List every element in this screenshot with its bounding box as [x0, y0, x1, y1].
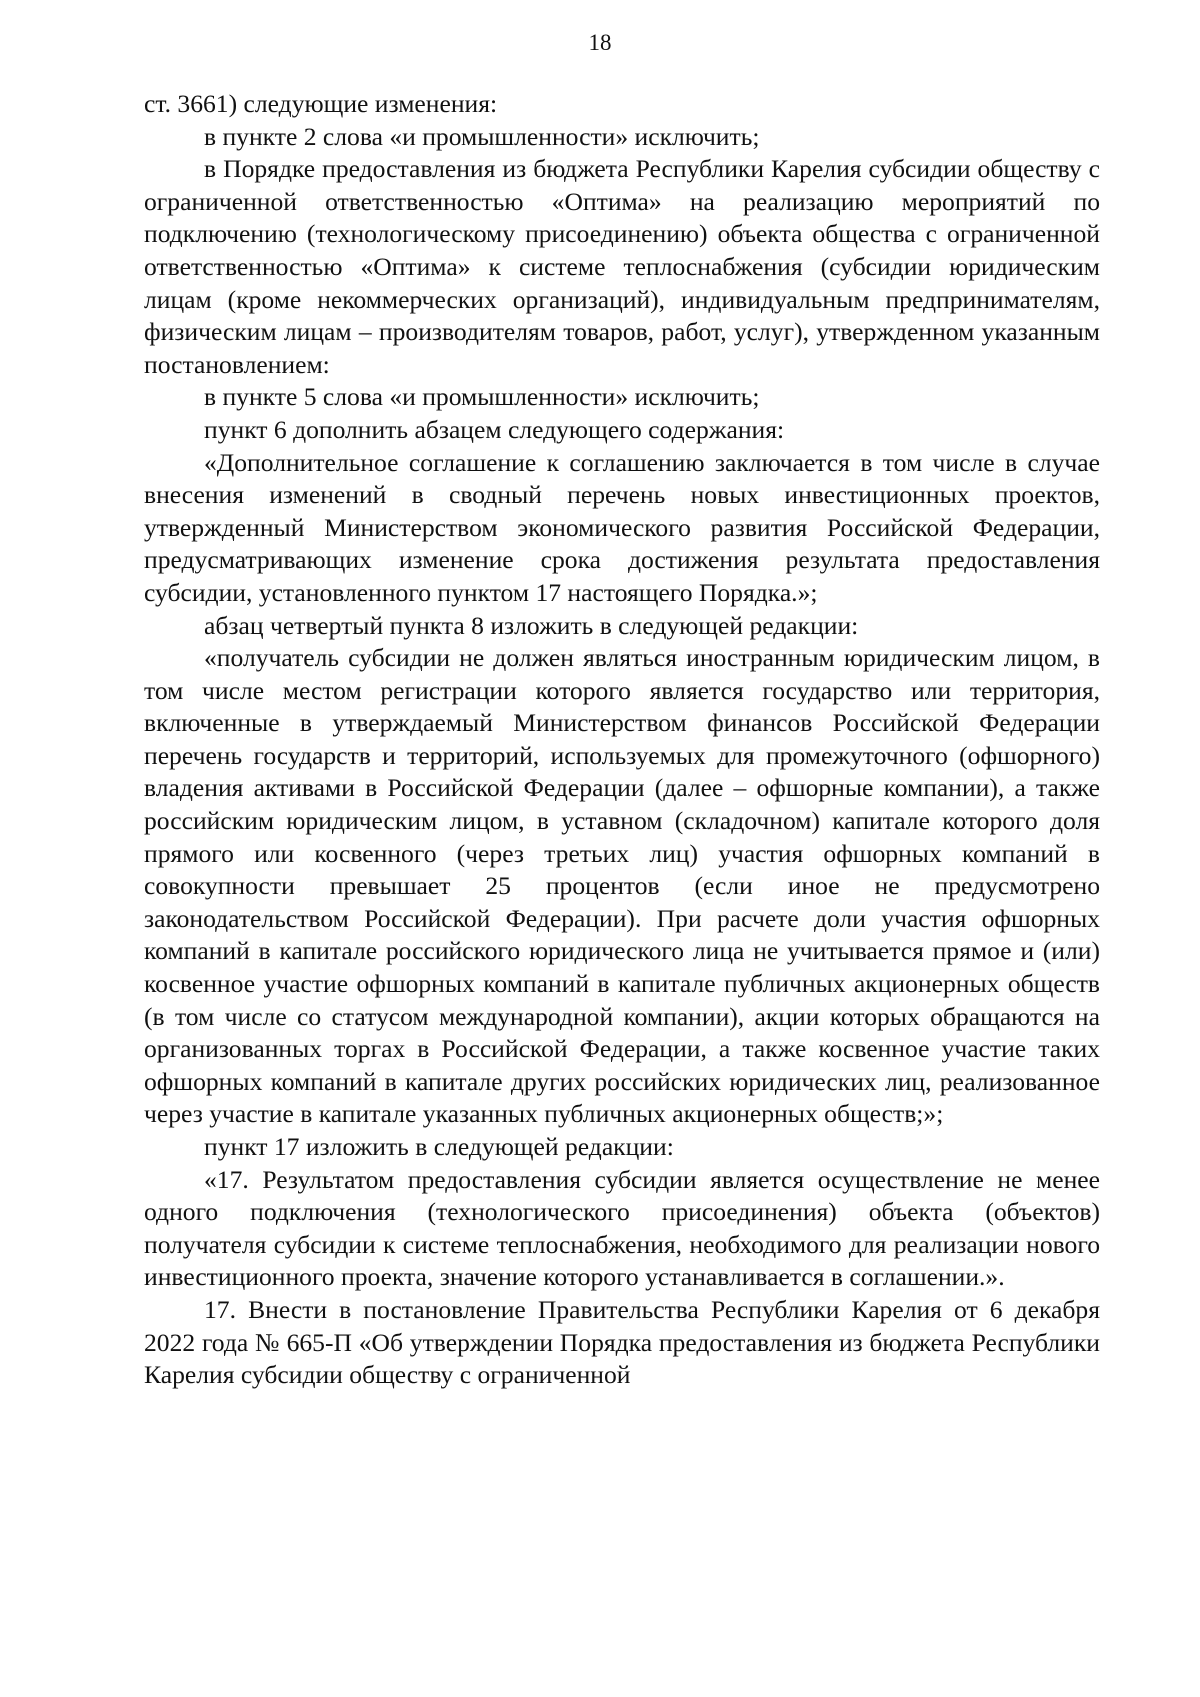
paragraph-5: пункт 6 дополнить абзацем следующего содержания: — [204, 414, 785, 444]
paragraph-3: в Порядке предоставления из бюджета Республики Карелия субсидии обществу с ограниченной ответственностью «Оптима» на реализацию мероприятий по подключению (технологическому присоединению) объекта общества с ограниченной ответственностью «Оптима» к системе теплоснабжения (субсидии юридическим лицам (кроме некоммерческих организаций), индивидуальным предпринимателям, физическим лицам – производителям товаров, работ, услуг), утвержденном указанным постановлением: — [144, 154, 1100, 379]
paragraph-1: ст. 3661) следующие изменения: — [144, 89, 498, 118]
paragraph-7: абзац четвертый пункта 8 изложить в следующей редакции: — [204, 610, 859, 640]
document-body — [144, 88, 1100, 1392]
paragraph-4: в пункте 5 слова «и промышленности» исключить; — [204, 382, 760, 412]
paragraph-2: в пункте 2 слова «и промышленности» исключить; — [204, 121, 760, 151]
paragraph-9: пункт 17 изложить в следующей редакции: — [204, 1132, 674, 1161]
paragraph-10: «17. Результатом предоставления субсидии является осуществление не менее одного подключения (технологического присоединения) объекта (объектов) получателя субсидии к системе теплоснабжения, необходимого для реализации нового инвестиционного проекта, значение которого устанавливается в соглашении.». — [144, 1164, 1100, 1292]
paragraph-8: «получатель субсидии не должен являться иностранным юридическим лицом, в том числе местом регистрации которого является государство или территория, включенные в утверждаемый Министерством финансов Российской Федерации перечень государств и территорий, используемых для промежуточного (офшорного) владения активами в Российской Федерации (далее – офшорные компании), а также российским юридическим лицом, в уставном (складочном) капитале которого доля прямого или косвенного (через третьих лиц) участия офшорных компаний в совокупности превышает 25 процентов (если иное не предусмотрено законодательством Российской Федерации). При расчете доли участия офшорных компаний в капитале российского юридического лица не учитывается прямое и (или) косвенное участие офшорных компаний в капитале публичных акционерных обществ (в том числе со статусом международной компании), акции которых обращаются на организованных торгах в Российской Федерации, а также косвенное участие таких офшорных компаний в капитале других российских юридических лиц, реализованное через участие в капитале указанных публичных акционерных обществ;»; — [144, 643, 1100, 1129]
paragraph-6: «Дополнительное соглашение к соглашению заключается в том числе в случае внесения изменений в сводный перечень новых инвестиционных проектов, утвержденный Министерством экономического развития Российской Федерации, предусматривающих изменение срока достижения результата предоставления субсидии, установленного пунктом 17 настоящего Порядка.»; — [144, 447, 1100, 607]
paragraph-11: 17. Внести в постановление Правительства Республики Карелия от 6 декабря 2022 года № 665-П «Об утверждении Порядка предоставления из бюджета Республики Карелия субсидии обществу с ограниченной — [144, 1294, 1100, 1390]
page-number: 18 — [588, 30, 612, 55]
